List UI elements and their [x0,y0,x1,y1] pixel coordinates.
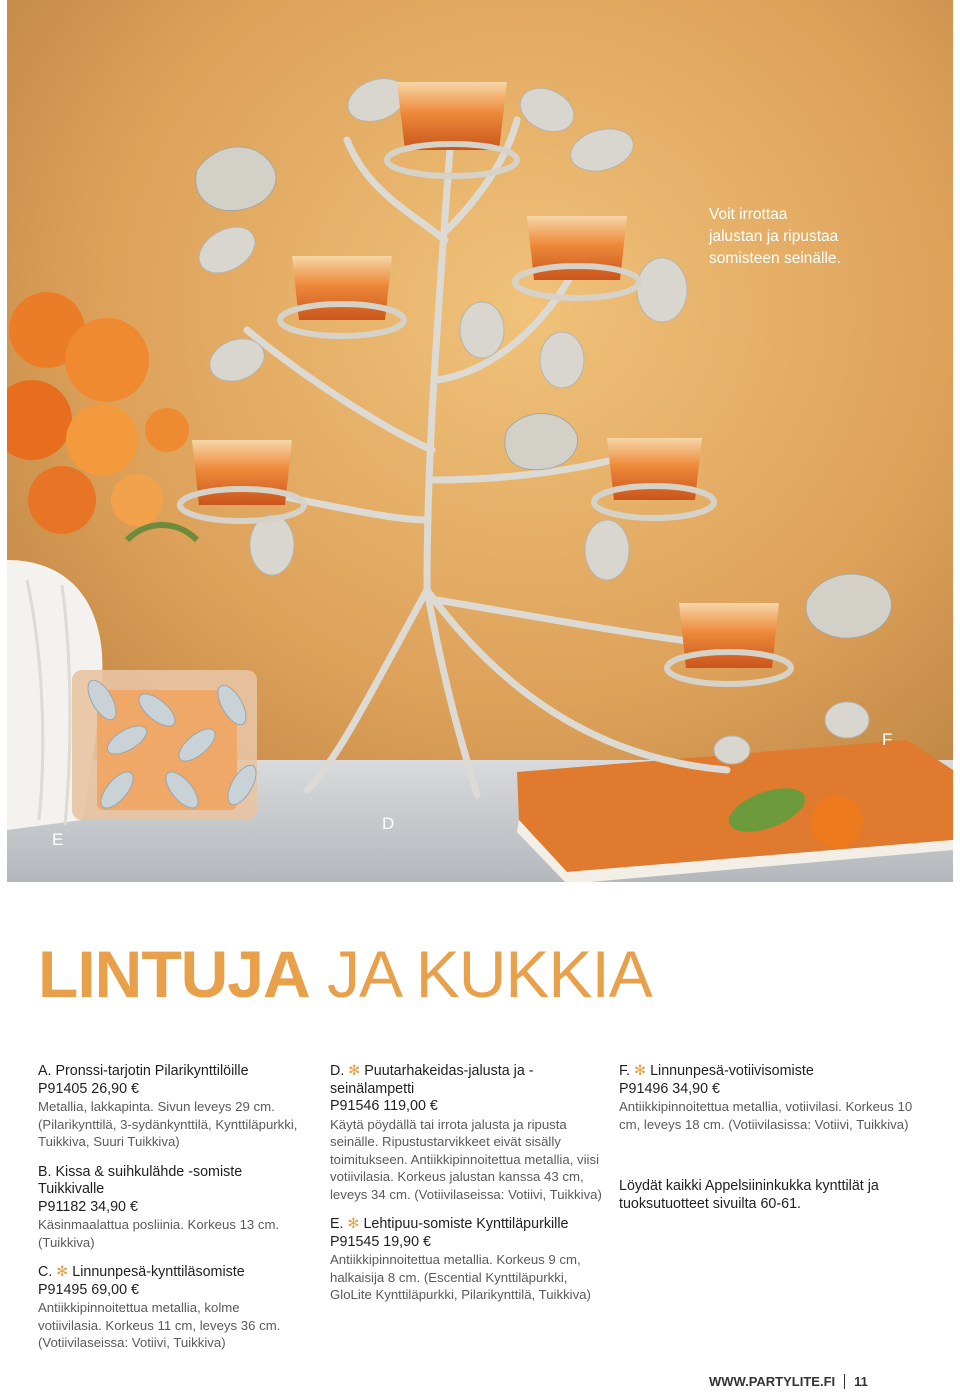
photo-label-e: E [52,830,64,849]
column-3 [619,1063,919,1213]
photo-label-d: D [382,814,395,833]
product-d-name: Puutarhakeidas-jalusta ja -seinälampetti [330,1063,534,1097]
product-d-desc: Käytä pöydällä tai irrota jalusta ja ripusta seinälle. Ripustustarvikkeet eivät sisälly toimitukseen. Antiikkipinnoitettua metallia, viisi votiivilasia. Korkeus jalustan kanssa 43 cm, leveys 34 cm. (Votiivilaseissa: Votiivi, Tuikkiva) [330,1116,602,1202]
page-number: 11 [854,1374,868,1389]
product-c-name: Linnunpesä-kynttiläsomiste [68,1264,245,1280]
product-c [38,1264,298,1352]
photo-illustration [7,0,953,882]
photo-label-f: F [882,730,893,749]
product-f-desc: Antiikkipinnoitettua metallia, votiivilasi. Korkeus 10 cm, leveys 18 cm. (Votiivilasissa: Votiivi, Tuikkiva) [619,1099,913,1132]
product-c-desc: Antiikkipinnoitettua metallia, kolme votiivilasia. Korkeus 11 cm, leveys 36 cm. (Votiivilaseissa: Votiivi, Tuikkiva) [38,1300,281,1350]
website-link[interactable]: WWW.PARTYLITE.FI [709,1374,836,1389]
title-light: JA KUKKIA [309,937,652,1011]
page-title [38,934,652,1014]
footer-divider [844,1374,845,1389]
product-a-name: A. Pronssi-tarjotin Pilarikynttilöille [38,1063,249,1079]
product-f-code: P91496 34,90 € [619,1080,720,1097]
product-e-name: Lehtipuu-somiste Kynttiläpurkille [359,1216,569,1232]
product-b [38,1164,298,1252]
product-f-prefix: F. [619,1063,631,1079]
product-e-desc: Antiikkipinnoitettua metallia. Korkeus 9 cm, halkaisija 8 cm. (Escential Kynttiläpurkki, GloLite Kynttiläpurkki, Pilarikynttilä, Tuikkiva) [330,1252,591,1302]
product-c-heading [38,1264,298,1282]
photo-caption: Voit irrottaa jalustan ja ripustaa somisteen seinälle. [709,206,841,267]
product-a [38,1063,298,1151]
product-f-heading [619,1063,919,1081]
page-footer [709,1374,868,1389]
product-a-code: P91405 26,90 € [38,1080,139,1097]
star-icon: ✻ [56,1264,69,1280]
column-2 [330,1063,602,1317]
star-icon: ✻ [634,1063,647,1079]
product-e-code: P91545 19,90 € [330,1233,431,1250]
product-d-code: P91546 119,00 € [330,1098,438,1114]
product-photo [7,0,953,882]
product-c-prefix: C. [38,1264,53,1280]
product-b-desc: Käsinmaalattua posliinia. Korkeus 13 cm. (Tuikkiva) [38,1217,280,1250]
title-bold: LINTUJA [38,937,310,1011]
star-icon: ✻ [348,1063,361,1079]
product-b-name: B. Kissa & suihkulähde -somiste Tuikkivalle [38,1163,243,1197]
product-a-desc: Metallia, lakkapinta. Sivun leveys 29 cm. (Pilarikynttilä, 3-sydänkynttilä, Kynttiläpurkki, Tuikkiva, Suuri Tuikkiva) [38,1099,298,1149]
product-f-name: Linnunpesä-votiivisomiste [646,1063,814,1079]
product-e-prefix: E. [330,1216,344,1232]
column-1 [38,1063,298,1365]
product-b-code: P91182 34,90 € [38,1198,138,1215]
product-c-code: P91495 69,00 € [38,1281,139,1298]
product-d-prefix: D. [330,1063,345,1079]
product-d [330,1063,602,1203]
cross-reference-note: Löydät kaikki Appelsiininkukka kynttilät ja tuoksutuotteet sivuilta 60-61. [619,1178,879,1212]
product-f [619,1063,919,1133]
star-icon: ✻ [347,1216,360,1232]
product-e [330,1216,602,1304]
product-e-heading [330,1216,602,1234]
product-d-heading [330,1063,602,1098]
